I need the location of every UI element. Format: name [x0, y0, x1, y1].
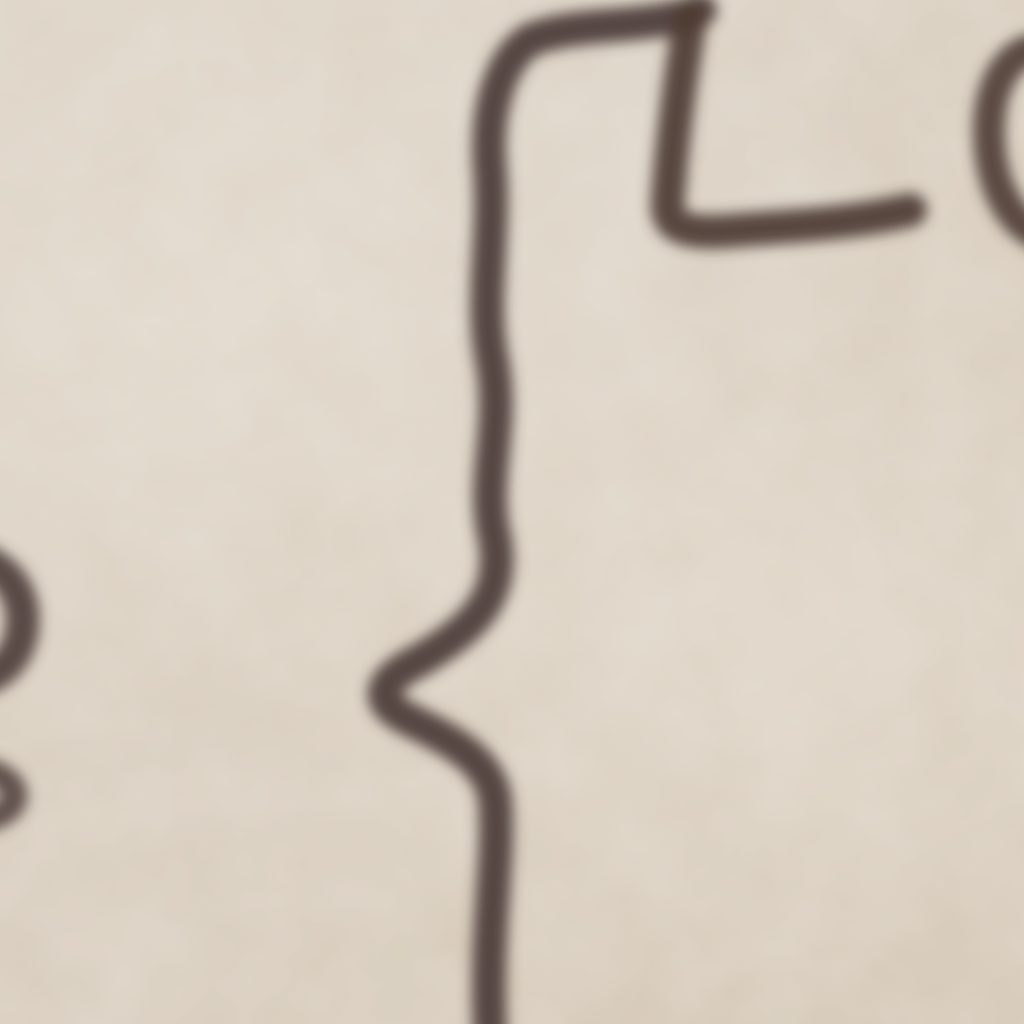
left-edge-ink-upper — [0, 560, 23, 680]
left-edge-ink-lower — [0, 770, 15, 820]
vertical-ink-stroke — [385, 10, 700, 1024]
visible-letter — [0, 0, 1, 1]
letter-l-stroke — [668, 20, 910, 232]
letter-c-partial-stroke — [989, 50, 1024, 235]
